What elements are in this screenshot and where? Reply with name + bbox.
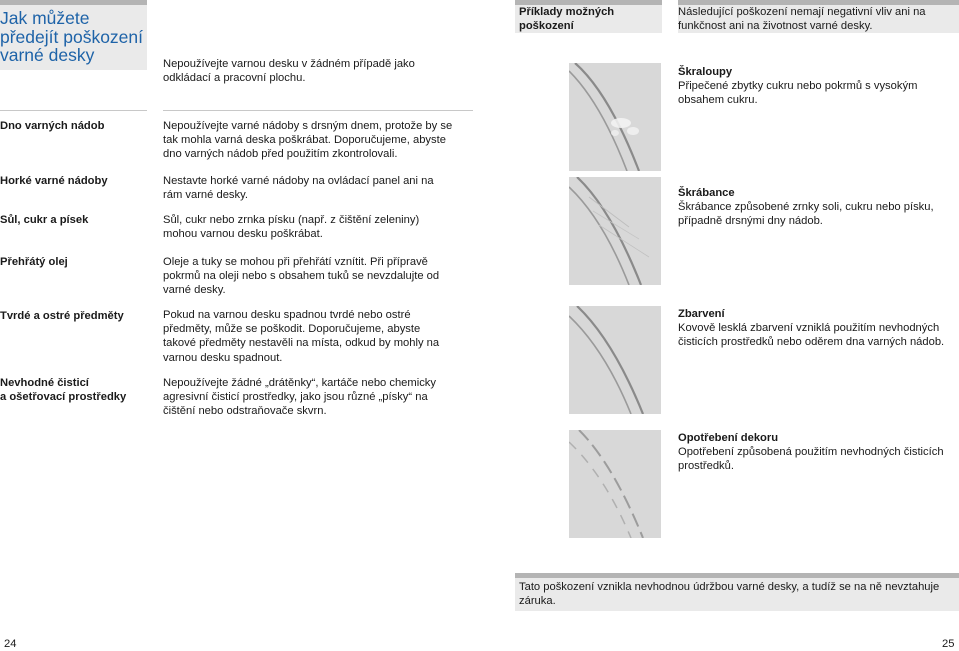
cause-text-hot-pots: Nestavte horké varné nádoby na ovládací panel ani na rám varné desky. xyxy=(163,175,434,202)
example-title: Opotřebení dekoru xyxy=(678,432,779,444)
cause-label-hard-sharp-objects: Tvrdé a ostré předměty xyxy=(0,310,124,322)
example-scratches xyxy=(678,186,956,229)
example-crust xyxy=(678,65,956,108)
example-discoloration xyxy=(678,307,956,350)
divider xyxy=(0,110,147,111)
example-text: Připečené zbytky cukru nebo pokrmů s vysokým obsahem cukru. xyxy=(678,80,918,107)
example-decor-wear xyxy=(678,431,956,474)
crust-sample-image xyxy=(569,63,661,171)
example-text: Kovově lesklá zbarvení vzniklá použitím nevhodných čisticích prostředků nebo oděrem dna varných nádob. xyxy=(678,322,945,349)
page-number-right: 25 xyxy=(942,638,955,650)
page-title-line-3: varné desky xyxy=(0,45,95,65)
example-text: Škrábance způsobené zrnky soli, cukru nebo písku, případně drsnými dny nádob. xyxy=(678,201,934,228)
cause-text-overheated-oil: Oleje a tuky se mohou při přehřátí vznítit. Při přípravě pokrmů na oleji nebo s obsahem tuků se nevzdalujte od varné desky. xyxy=(163,256,440,297)
cause-label-hot-pots: Horké varné nádoby xyxy=(0,175,108,187)
example-title: Škrábance xyxy=(678,187,735,199)
warranty-note: Tato poškození vznikla nevhodnou údržbou varné desky, a tudíž se na ně nevztahuje záruka. xyxy=(515,573,959,611)
title-box xyxy=(0,0,147,70)
examples-header: Příklady možných poškození xyxy=(515,0,662,33)
divider xyxy=(163,110,473,111)
scratch-sample-image xyxy=(569,177,661,285)
page-number-left: 24 xyxy=(4,638,17,650)
page-title-line-2: předejít poškození xyxy=(0,26,144,47)
cause-label-pot-bottom: Dno varných nádob xyxy=(0,120,105,132)
discoloration-sample-image xyxy=(569,306,661,414)
cause-text-cleaning-agents: Nepoužívejte žádné „drátěnky“, kartáče nebo chemicky agresivní čisticí prostředky, jako jsou různé „písky“ na čištění nebo odstraňovače skvrn. xyxy=(163,377,436,418)
decor-wear-sample-image xyxy=(569,430,661,538)
cause-label-cleaning-agents: Nevhodné čisticí a ošetřovací prostředky xyxy=(0,377,127,404)
example-title: Zbarvení xyxy=(678,308,725,320)
cause-text-hard-sharp-objects: Pokud na varnou desku spadnou tvrdé nebo ostré předměty, může se poškodit. Doporučujeme, abyste takové předměty nestavěli na místa, odkud by mohly na varnou desku spadnout. xyxy=(163,309,440,364)
intro-text: Nepoužívejte varnou desku v žádném případě jako odkládací a pracovní plochu. xyxy=(163,58,415,85)
example-text: Opotřebení způsobená použitím nevhodných čisticích prostředků. xyxy=(678,446,944,473)
cause-text-salt-sugar-sand: Sůl, cukr nebo zrnka písku (např. z čištění zeleniny) mohou varnou desku poškrábat. xyxy=(163,214,420,241)
cause-label-overheated-oil: Přehřátý olej xyxy=(0,256,68,268)
cause-text-pot-bottom: Nepoužívejte varné nádoby s drsným dnem, protože by se tak mohla varná deska poškrábat. Doporučujeme, abyste dno varných nádob před použitím zkontrolovali. xyxy=(163,120,453,161)
example-title: Škraloupy xyxy=(678,66,733,78)
page-title-line-1: Jak můžete xyxy=(0,8,90,28)
examples-header-note: Následující poškození nemají negativní vliv ani na funkčnost ani na životnost varné desky. xyxy=(678,0,959,33)
cause-label-salt-sugar-sand: Sůl, cukr a písek xyxy=(0,214,89,226)
